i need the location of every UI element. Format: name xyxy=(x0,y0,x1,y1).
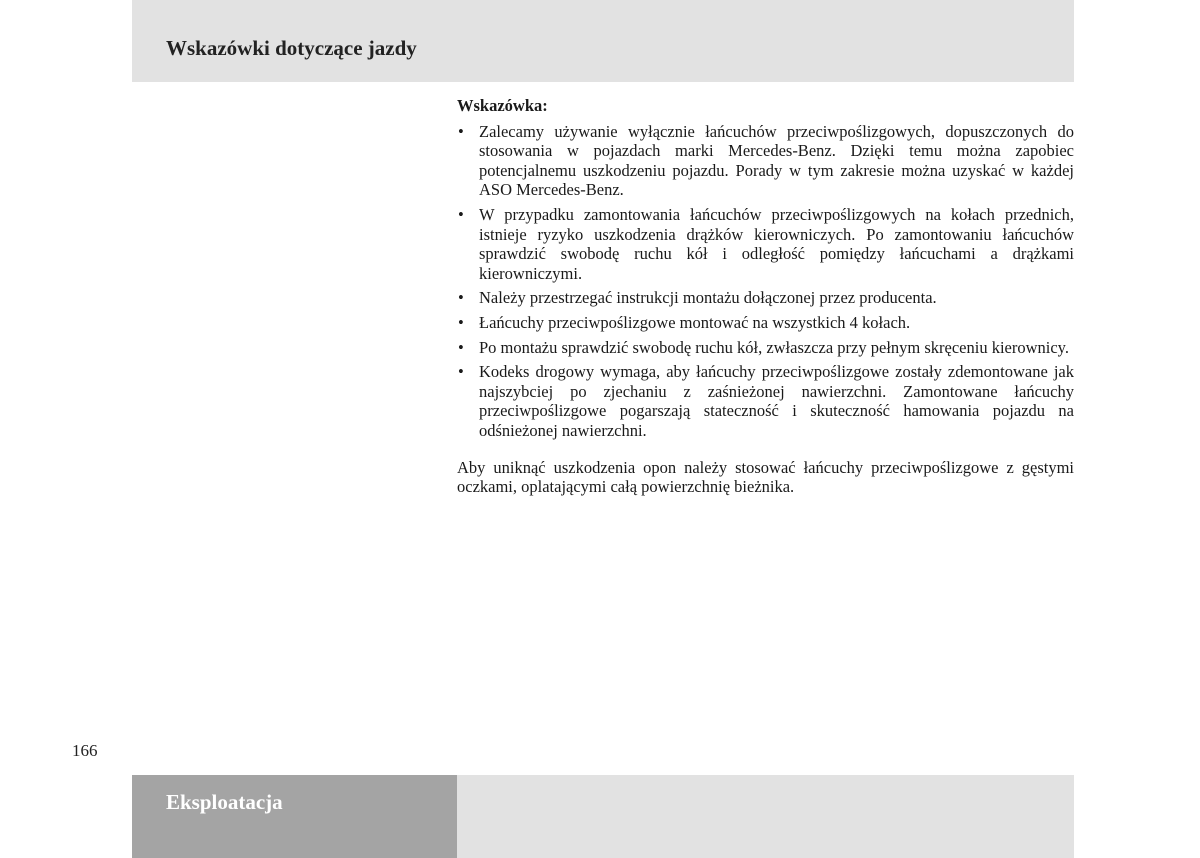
list-item xyxy=(457,205,1074,283)
note-heading: Wskazówka: xyxy=(457,96,548,115)
list-item-text: Zalecamy używanie wyłącznie łańcuchów przeciwpoślizgowych, dopuszczonych do stosowania w pojazdach marki Mercedes-Benz. Dzięki temu można zapobiec potencjalnemu uszkodzeniu pojazdu. Porady w tym zakresie można uzyskać w każdej ASO Mercedes-Benz. xyxy=(479,121,1074,200)
main-content xyxy=(457,96,1074,497)
bullet-icon: • xyxy=(458,312,464,332)
closing-paragraph: Aby uniknąć uszkodzenia opon należy stosować łańcuchy przeciwpoślizgowe z gęstymi oczkami, oplatającymi całą powierzchnię bieżnika. xyxy=(457,457,1074,497)
page-number: 166 xyxy=(72,741,98,760)
list-item-text: Po montażu sprawdzić swobodę ruchu kół, zwłaszcza przy pełnym skręceniu kierownicy. xyxy=(479,337,1069,357)
list-item xyxy=(457,288,1074,308)
list-item xyxy=(457,362,1074,440)
list-item xyxy=(457,338,1074,358)
list-item-text: Kodeks drogowy wymaga, aby łańcuchy przeciwpoślizgowe zostały zdemontowane jak najszybciej po zjechaniu z zaśnieżonej nawierzchni. Zamontowane łańcuchy przeciwpoślizgowe pogarszają stateczność i skuteczność hamowania pojazdu na odśnieżonej nawierzchni. xyxy=(479,362,1074,440)
list-item-text: Łańcuchy przeciwpoślizgowe montować na wszystkich 4 kołach. xyxy=(479,312,911,332)
page-title: Wskazówki dotyczące jazdy xyxy=(166,36,417,60)
list-item-text: W przypadku zamontowania łańcuchów przeciwpoślizgowych na kołach przednich, istnieje ryzyko uszkodzenia drążków kierowniczych. Po zamontowaniu łańcuchów sprawdzić swobodę ruchu kół i odległość pomiędzy łańcuchami a drążkami kierowniczymi. xyxy=(479,204,1074,283)
header-band xyxy=(132,0,1074,82)
bullet-icon: • xyxy=(458,337,464,357)
list-item xyxy=(457,313,1074,333)
section-tab-label: Eksploatacja xyxy=(166,790,283,814)
bullet-icon: • xyxy=(458,362,464,382)
section-tab xyxy=(132,775,457,858)
list-item xyxy=(457,122,1074,200)
bullet-icon: • xyxy=(458,204,464,224)
list-item-text: Należy przestrzegać instrukcji montażu dołączonej przez producenta. xyxy=(479,288,937,308)
note-bullet-list xyxy=(457,122,1074,441)
footer-band xyxy=(457,775,1074,858)
bullet-icon: • xyxy=(458,288,464,308)
bullet-icon: • xyxy=(458,121,464,141)
